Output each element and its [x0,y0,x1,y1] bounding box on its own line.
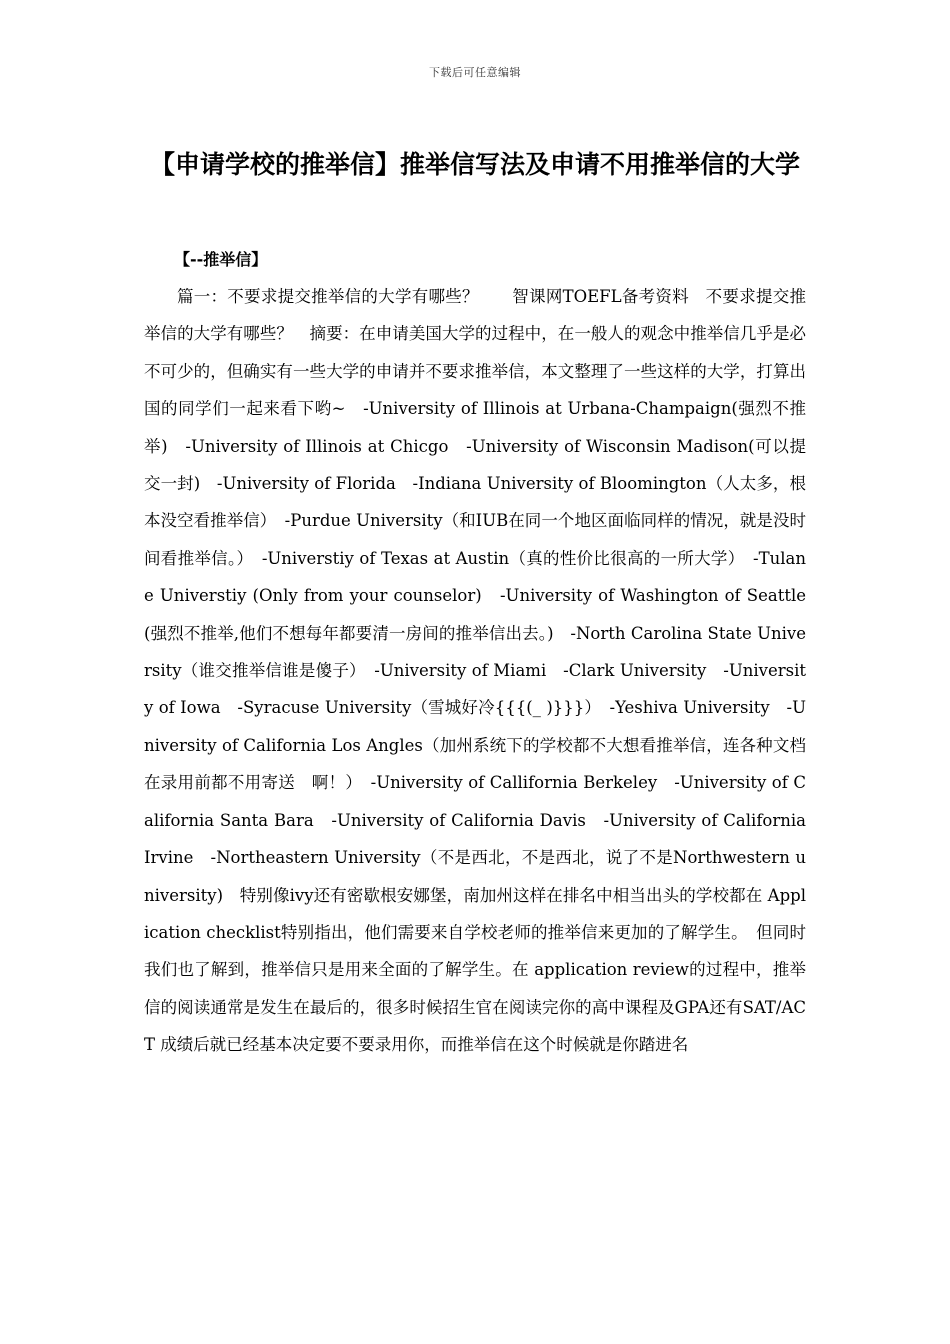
document-title: 【申请学校的推举信】推举信写法及申请不用推举信的大学 [149,150,800,179]
section-label: 【--推举信】 [174,250,268,269]
page-header-note: 下载后可任意编辑 [429,66,521,79]
body-paragraph: 篇一：不要求提交推举信的大学有哪些？ 智课网TOEFL备考资料 不要求提交推举信的大学有哪些？ 摘要：在申请美国大学的过程中，在一般人的观念中推举信几乎是必不可少的，但确实有一些大学的申请并不要求推举信，本文整理了一些这样的大学，打算出国的同学们一起来看下哟~ -University of Illinois at Urbana-Champaign(强烈不推举) -University of Illinois at Chicgo -University of Wisconsin Madison(可以提交一封) -University of Florida -Indiana University of Bloomington（人太多，根本没空看推举信） -Purdue University（和IUB在同一个地区面临同样的情况，就是没时间看推举信。） -Universtiy of Texas at Austin（真的性价比很高的一所大学） -Tulane Universtiy (Only from your counselor) -University of Washington of Seattle (强烈不推举,他们不想每年都要清一房间的推举信出去。) -North Carolina State University（谁交推举信谁是傻子） -University of Miami -Clark University -University of Iowa -Syracuse University（雪城好冷{{{(_ )}}}） -Yeshiva University -University of California Los Angles（加州系统下的学校都不大想看推举信，连各种文档在录用前都不用寄送 啊！） -University of Callifornia Berkeley -University of California Santa Bara -University of California Davis -University of California Irvine -Northeastern University（不是西北，不是西北，说了不是Northwestern university) 特别像ivy还有密歇根安娜堡，南加州这样在排名中相当出头的学校都在 Application checklist特别指出，他们需要来自学校老师的推举信来更加的了解学生。 但同时我们也了解到，推举信只是用来全面的了解学生。在 application review的过程中，推举信的阅读通常是发生在最后的，很多时候招生官在阅读完你的高中课程及GPA还有SAT/ACT 成绩后就已经基本决定要不要录用你，而推举信在这个时候就是你踏进名 [144,287,806,1055]
